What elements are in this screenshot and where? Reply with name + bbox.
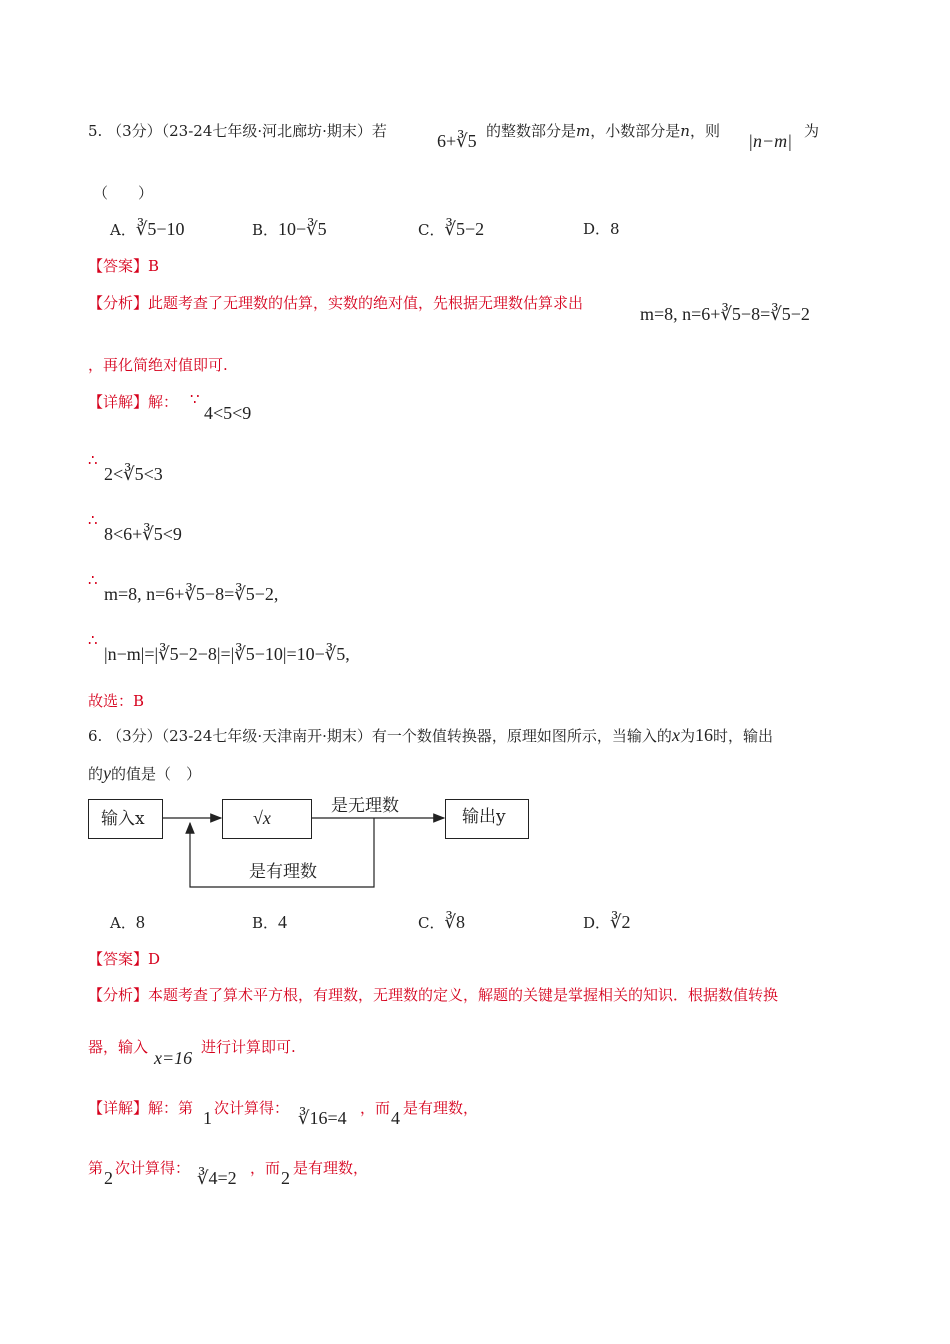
q6-number: 6.	[88, 727, 103, 745]
q5-analysis-math: m=8, n=6+∛5−8=∛5−2	[640, 304, 810, 324]
q5-stem-suffix: 为	[804, 122, 820, 140]
q5-choose: 故选：B	[88, 692, 145, 710]
q6-analysis-math: x=16	[154, 1048, 193, 1068]
because-symbol: ∵	[190, 390, 200, 408]
q6-step1-text: 次计算得：	[214, 1099, 290, 1117]
q5-analysis-text: 此题考查了无理数的估算，实数的绝对值，先根据无理数估算求出	[148, 294, 584, 312]
q6-option-a-label: A．	[110, 914, 136, 932]
q6-step2-text2: ，而	[250, 1159, 281, 1177]
q6-option-d	[583, 912, 631, 933]
output-box-label: 输出y	[462, 807, 506, 827]
q6-option-a	[110, 912, 145, 933]
q5-step-4: m=8, n=6+∛5−8=∛5−2,	[104, 584, 279, 604]
therefore-symbol: ∴	[88, 511, 98, 529]
q6-var-y: y	[103, 763, 112, 783]
q5-option-d-value: 8	[610, 220, 620, 238]
q6-analysis-text3: 进行计算即可.	[201, 1038, 296, 1056]
q6-option-a-value: 8	[135, 912, 145, 932]
q5-stem-prefix: 若	[371, 122, 387, 140]
q6-stem3: 时，输出	[712, 727, 773, 745]
q6-analysis-text2: 器，输入	[88, 1038, 149, 1056]
q5-step-5: |n−m|=|∛5−2−8|=|∛5−10|=10−∛5,	[104, 644, 350, 664]
input-box-label: 输入x	[101, 809, 145, 829]
q6-analysis-tag: 【分析】	[88, 986, 149, 1004]
q6-option-b	[252, 912, 287, 933]
q6-analysis	[88, 985, 778, 1005]
output-box	[445, 799, 529, 839]
q5-abs-expr: |n−m|	[748, 131, 793, 151]
q6-step2-prefix: 第	[88, 1159, 104, 1177]
q6-stem1: 有一个数值转换器，原理如图所示，当输入的	[371, 727, 672, 745]
q6-answer-tag: 【答案】	[88, 950, 149, 968]
q6-stem4: 的	[88, 765, 104, 783]
q5-step-2: 2<∛5<3	[104, 464, 163, 484]
q5-blank: （ ）	[93, 184, 154, 202]
q5-step-1: 4<5<9	[204, 403, 252, 423]
q6-step2-text3: 是有理数，	[293, 1159, 369, 1177]
q6-step2-text: 次计算得：	[115, 1159, 191, 1177]
q6-step1-text2: ，而	[360, 1099, 391, 1117]
therefore-symbol: ∴	[88, 571, 98, 589]
q5-option-b-value: 10−∛5	[278, 219, 327, 239]
q5-analysis-tag: 【分析】	[88, 294, 149, 312]
q5-number: 5.	[88, 122, 103, 140]
q6-detail-text: 解：第	[148, 1099, 194, 1117]
q5-option-c-value: ∛5−2	[444, 219, 485, 239]
q5-var-n: n	[680, 122, 690, 140]
q6-step2-num: 2	[104, 1168, 113, 1188]
q6-detail	[88, 1098, 193, 1118]
sqrt-box-label: √x	[253, 808, 271, 828]
q6-detail-tag: 【详解】	[88, 1099, 149, 1117]
q5-answer-tag: 【答案】	[88, 257, 149, 275]
q6-var-x: x	[671, 725, 680, 745]
q5-option-d-label: D．	[583, 220, 611, 238]
q5-source: （23-24七年级·河北廊坊·期末）	[161, 122, 372, 140]
q6-score: （3分）	[107, 727, 162, 745]
q5-stem-middle2: ，小数部分是	[590, 122, 681, 140]
q6-source: （23-24七年级·天津南开·期末）	[161, 727, 372, 745]
q6-option-b-value: 4	[278, 912, 288, 932]
q6-option-c-label: C．	[418, 914, 445, 932]
q6-answer	[88, 949, 160, 969]
q5-answer-value: B	[148, 257, 160, 275]
q6-option-c	[418, 912, 465, 933]
therefore-symbol: ∴	[88, 631, 98, 649]
irrational-label: 是无理数	[331, 796, 399, 816]
q5-var-m: m	[576, 122, 591, 140]
q6-step1-math: ∛16=4	[298, 1108, 347, 1128]
q6-step2-math: ∛4=2	[197, 1168, 237, 1188]
q5-score: （3分）	[107, 122, 162, 140]
q5-step-3: 8<6+∛5<9	[104, 524, 182, 544]
input-box	[88, 799, 163, 839]
q6-stem2: 为	[679, 727, 695, 745]
q6-analysis-text: 本题考查了算术平方根，有理数，无理数的定义，解题的关键是掌握相关的知识．根据数值转换	[148, 986, 779, 1004]
q5-stem-middle3: ，则	[689, 122, 720, 140]
q5-analysis-text2: ，再化简绝对值即可.	[88, 356, 228, 374]
q5-expr: 6+∛5	[437, 131, 477, 151]
q6-option-d-label: D．	[583, 914, 611, 932]
q5-detail-tag: 【详解】	[88, 393, 149, 411]
q6-step1-val: 4	[391, 1108, 400, 1128]
q6-answer-value: D	[148, 950, 161, 968]
q6-input-value: 16	[694, 725, 713, 745]
q5-option-c-label: C．	[418, 221, 445, 239]
q6-option-d-value: ∛2	[610, 912, 631, 932]
q6-option-b-label: B．	[252, 914, 279, 932]
q6-step1-num: 1	[203, 1108, 212, 1128]
q6-step2-val: 2	[281, 1168, 290, 1188]
q6-stem5: 的值是（ ）	[111, 765, 202, 783]
q5-option-a-value: ∛5−10	[135, 219, 185, 239]
sqrt-box	[222, 799, 312, 839]
q6-option-c-value: ∛8	[444, 912, 465, 932]
q5-option-b-label: B．	[252, 221, 279, 239]
q5-stem-middle: 的整数部分是	[486, 122, 577, 140]
q5-option-a-label: A．	[110, 221, 136, 239]
rational-label: 是有理数	[249, 862, 317, 882]
q6-step1-text3: 是有理数，	[403, 1099, 479, 1117]
therefore-symbol: ∴	[88, 451, 98, 469]
q5-detail-text: 解：	[148, 393, 179, 411]
